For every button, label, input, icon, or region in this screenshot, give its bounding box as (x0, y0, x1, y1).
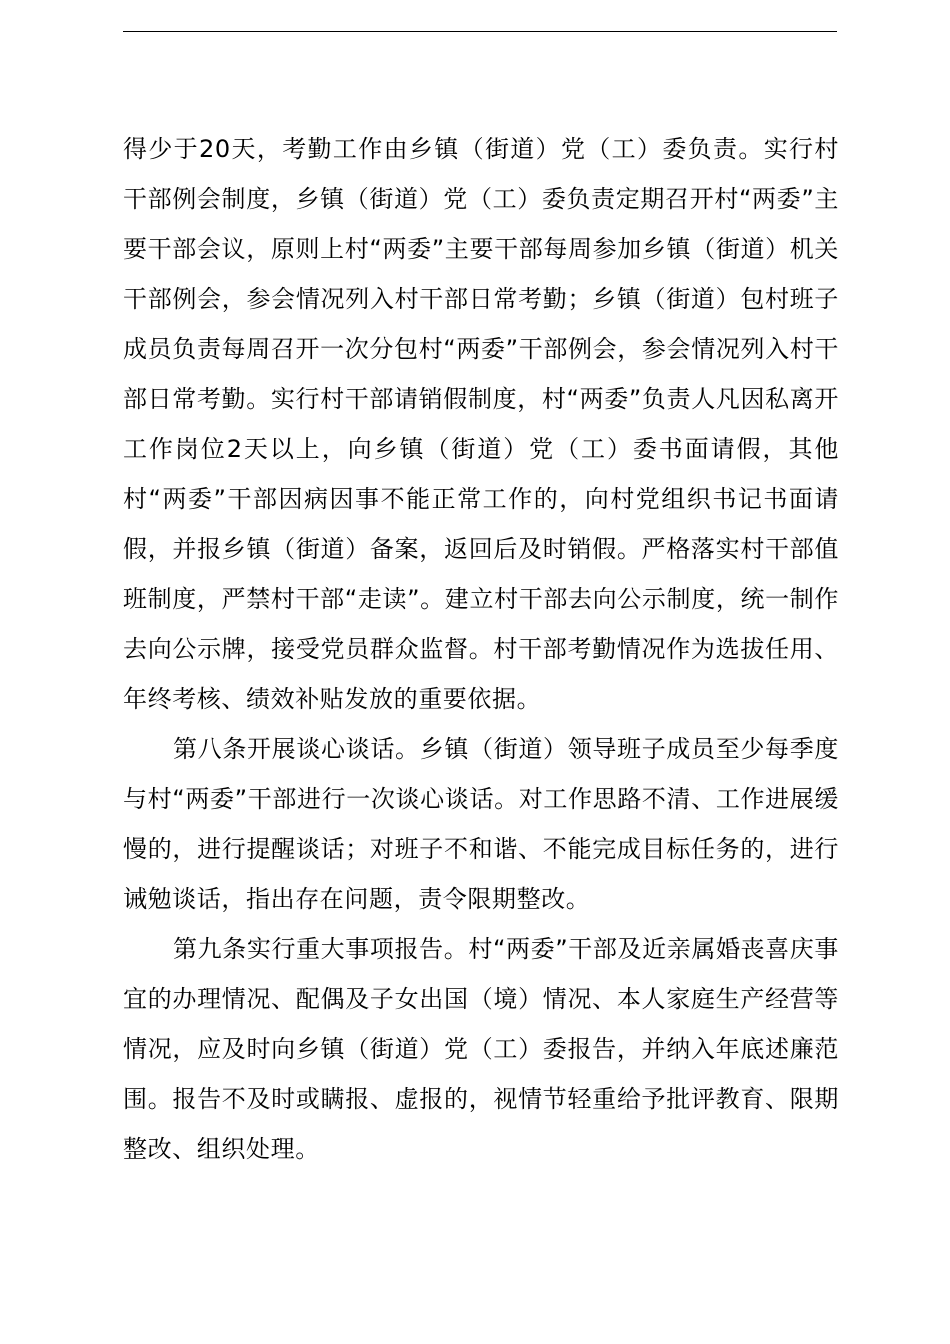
paragraph-article-9: 第九条实行重大事项报告。村“两委”干部及近亲属婚丧喜庆事宜的办理情况、配偶及子女出国（境）情况、本人家庭生产经营等情况，应及时向乡镇（街道）党（工）委报告，并纳入年底述廉范围。报告不及时或瞒报、虚报的，视情节轻重给予批评教育、限期整改、组织处理。 (123, 935, 839, 1163)
paragraph-continuation: 得少于20天，考勤工作由乡镇（街道）党（工）委负责。实行村干部例会制度，乡镇（街道）党（工）委负责定期召开村“两委”主要干部会议，原则上村“两委”主要干部每周参加乡镇（街道）机关干部例会，参会情况列入村干部日常考勤；乡镇（街道）包村班子成员负责每周召开一次分包村“两委”干部例会，参会情况列入村干部日常考勤。实行村干部请销假制度，村“两委”负责人凡因私离开工作岗位2天以上，向乡镇（街道）党（工）委书面请假，其他村“两委”干部因病因事不能正常工作的，向村党组织书记书面请假，并报乡镇（街道）备案，返回后及时销假。严格落实村干部值班制度，严禁村干部“走读”。建立村干部去向公示制度，统一制作去向公示牌，接受党员群众监督。村干部考勤情况作为选拔任用、年终考核、绩效补贴发放的重要依据。 (123, 135, 839, 713)
header-rule (123, 31, 837, 32)
document-body (123, 124, 839, 1174)
paragraph-article-8: 第八条开展谈心谈话。乡镇（街道）领导班子成员至少每季度与村“两委”干部进行一次谈心谈话。对工作思路不清、工作进展缓慢的，进行提醒谈话；对班子不和谐、不能完成目标任务的，进行诫勉谈话，指出存在问题，责令限期整改。 (123, 735, 839, 913)
